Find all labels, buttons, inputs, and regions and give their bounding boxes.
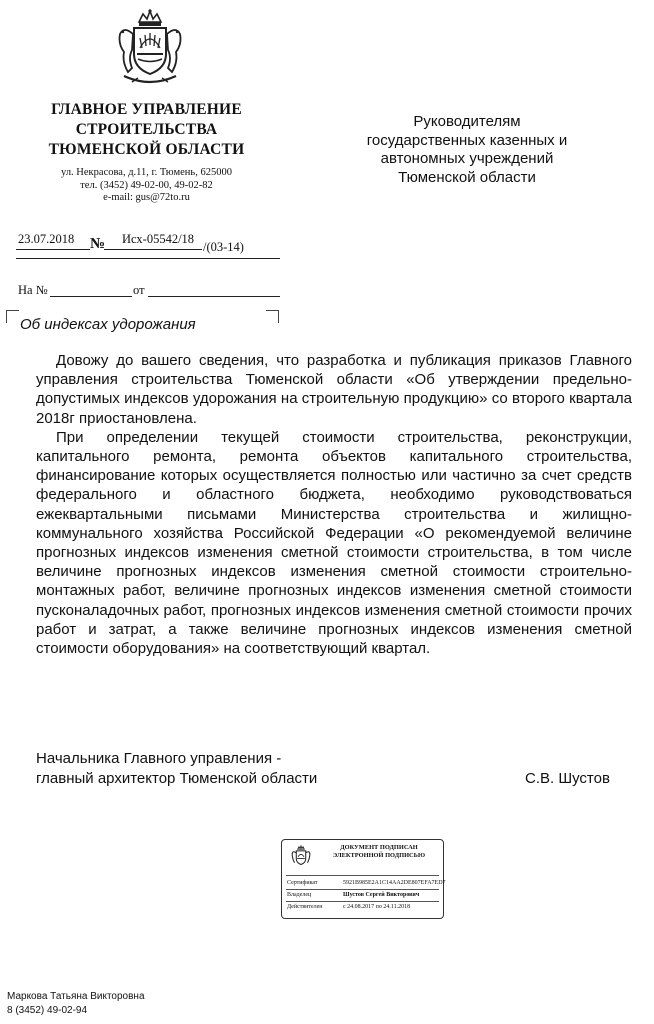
addressee-line-4: Тюменской области [398,168,536,186]
coat-of-arms-emblem [106,8,194,96]
body-paragraph: При определении текущей стоимости строительства, реконструкции, капитального ремонта, ремонта объектов капитального строительства, финансирование которых осуществляется полностью или частично за счет средств федерального и областного бюджета, необходимо руководствоваться ежеквартальными письмами Министерства строительства и жилищно-коммунального хозяйства Российской Федерации «О рекомендуемой величине прогнозных индексов изменения сметной стоимости строительства, в том числе величине прогнозных индексов изменения сметной стоимости строительно-монтажных работ, величине прогнозных индексов изменения сметной стоимости пусконаладочных работ, прогнозных индексов изменения сметной стоимости прочих работ и затрат, а также величине прогнозных индексов изменения сметной стоимости оборудования» на соответствующий квартал. [36,428,632,658]
registration-suffix: /(03-14) [203,240,244,254]
org-address: ул. Некрасова, д.11, г. Тюмень, 625000 [61,167,232,178]
subject-bracket-left [6,310,19,323]
registration-underline [16,258,280,259]
registration-date: 23.07.2018 [18,232,75,246]
stamp-emblem-icon [287,845,315,871]
addressee-line-3: автономных учреждений [380,150,554,167]
signer-position-line-2: главный архитектор Тюменской области [36,770,318,787]
subject-line: Об индексах удорожания [20,316,196,333]
org-phone: тел. (3452) 49-02-00, 49-02-82 [80,179,213,191]
stamp-title [318,844,440,860]
letter-body [36,351,632,658]
addressee-line-2: государственных казенных и [366,131,568,149]
executor-phone: 8 (3452) 49-02-94 [7,1004,88,1016]
stamp-divider [286,889,439,890]
owner-label: Владелец [287,892,312,898]
registration-number: Исх-05542/18 [122,232,195,246]
stamp-title-line-2: ЭЛЕКТРОННОЙ ПОДПИСЬЮ [332,852,426,859]
reply-number-label: На № [18,283,48,297]
body-paragraph: Довожу до вашего сведения, что разработка и публикация приказов Главного управления строительства Тюменской области «Об утверждении предельно-допустимых индексов удорожания на строительную продукцию» со второго квартала 2018г приостановлена. [36,352,632,427]
executor-name: Маркова Татьяна Викторовна [7,991,145,1002]
certificate-value: 5921B985E2A1C14AA2DE807EFA7ED7 [343,880,446,886]
stamp-divider [286,901,439,902]
owner-value: Шустов Сергей Викторович [343,892,420,898]
organization-name [14,100,279,160]
signer-position-line-1: Начальника Главного управления - [36,750,282,767]
stamp-row-owner [287,892,419,898]
validity-label: Действителен [287,904,323,910]
stamp-title-line-1: ДОКУМЕНТ ПОДПИСАН [340,844,418,851]
org-line-2: СТРОИТЕЛЬСТВА [75,121,218,138]
reply-from-underline [148,296,280,297]
stamp-row-validity [287,904,410,910]
org-line-3: ТЮМЕНСКОЙ ОБЛАСТИ [48,141,245,158]
stamp-divider [286,875,439,876]
certificate-label: Сертификат [287,880,318,886]
number-underline [104,249,202,250]
number-sign: № [90,236,106,252]
org-line-1: ГЛАВНОЕ УПРАВЛЕНИЕ [51,101,242,118]
subject-bracket-right [266,310,279,323]
addressee-line-1: Руководителям [413,113,521,130]
reply-from-label: от [133,283,145,297]
stamp-row-certificate [287,880,446,886]
addressee-block [332,113,602,187]
date-underline [16,249,90,250]
validity-value: с 24.08.2017 по 24.11.2018 [343,904,411,910]
reply-number-underline [50,296,132,297]
executor-info [7,990,145,1017]
electronic-signature-stamp [281,839,444,919]
signer-name: С.В. Шустов [525,770,610,787]
organization-contacts [14,167,279,205]
org-email: e-mail: gus@72to.ru [103,192,190,203]
